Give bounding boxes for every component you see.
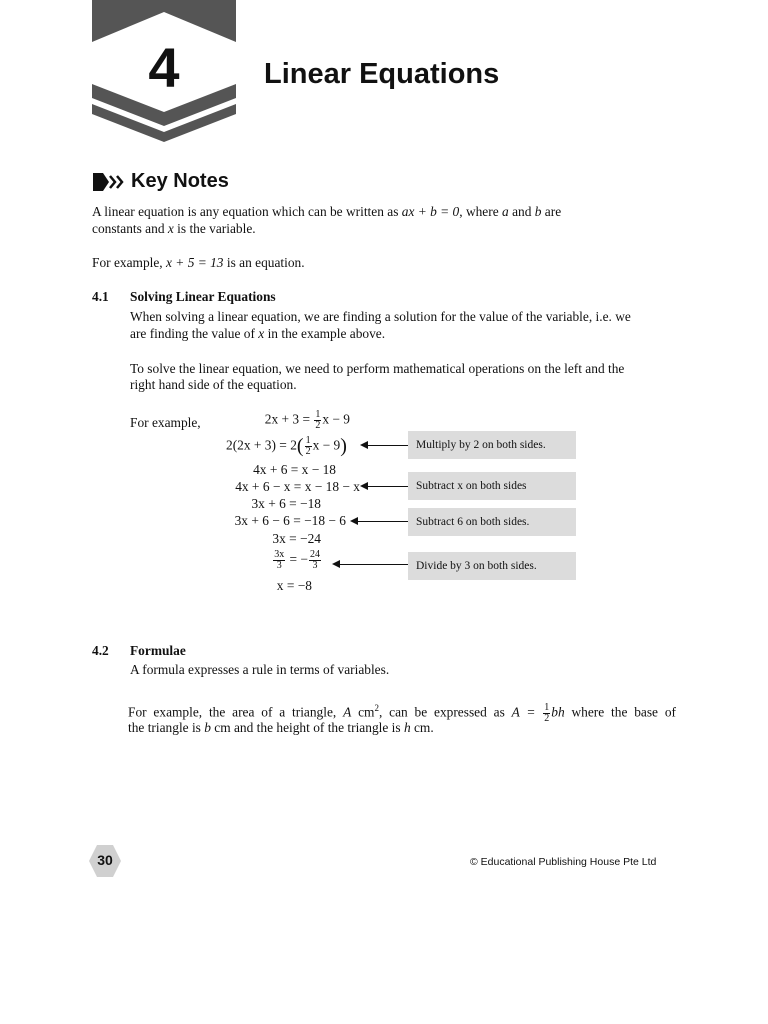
annotation-arrow-2	[362, 486, 408, 487]
equation-step-4: 4x + 6 − x = x − 18 − x	[235, 479, 360, 494]
annotation-box-4: Divide by 3 on both sides.	[408, 552, 576, 580]
equation-step-7: 3x = −24	[272, 531, 321, 546]
equation-step-2: 2(2x + 3) = 2( $\frac{1}{2}$ x − 9)	[226, 435, 347, 457]
copyright-notice: © Educational Publishing House Pte Ltd	[470, 856, 657, 868]
intro-paragraph-line2: constants and x is the variable.	[92, 221, 256, 236]
section-4-1-p1-line1: When solving a linear equation, we are finding a solution for the value of the variable, i.e. we	[130, 309, 631, 324]
annotation-box-1: Multiply by 2 on both sides.	[408, 431, 576, 459]
equation-step-5: 3x + 6 = −18	[251, 496, 321, 511]
example-sentence: For example, x + 5 = 13 is an equation.	[92, 255, 305, 270]
annotation-box-2: Subtract x on both sides	[408, 472, 576, 500]
key-notes-heading: Key Notes	[131, 170, 229, 192]
equation-step-1: 2x + 3 = $\frac{1}{2}$ x − 9	[264, 409, 350, 431]
section-number-4-2: 4.2	[92, 643, 109, 658]
equation-step-9: x = −8	[276, 578, 312, 593]
section-4-2-p2-line2: the triangle is b cm and the height of the triangle is h cm.	[128, 720, 434, 735]
example-label: For example,	[130, 415, 201, 430]
section-4-2-p1: A formula expresses a rule in terms of variables.	[130, 662, 390, 677]
section-4-1-p2-line1: To solve the linear equation, we need to perform mathematical operations on the left and the	[130, 361, 625, 376]
annotation-box-3: Subtract 6 on both sides.	[408, 508, 576, 536]
section-4-2-p2-line1: For example, the area of a triangle, A $cm^2$, can be expressed as A = $\frac{1}{2}$ bh where the base of	[128, 701, 676, 724]
chapter-number: 4	[148, 36, 180, 99]
chapter-title: Linear Equations	[264, 58, 500, 90]
equation-step-3: 4x + 6 = x − 18	[253, 462, 336, 477]
intro-paragraph: A linear equation is any equation which can be written as ax + b = 0, where a and b are	[92, 204, 562, 219]
equation-step-8: $\frac{3x}{3}$ = − $\frac{24}{3}$	[274, 549, 320, 571]
page-number: 30	[97, 852, 113, 868]
section-4-1-p1-line2: are finding the value of x in the example above.	[130, 326, 386, 341]
annotation-arrow-3	[352, 521, 408, 522]
equation-step-6: 3x + 6 − 6 = −18 − 6	[234, 513, 346, 528]
section-4-1-p2-line2: right hand side of the equation.	[130, 377, 297, 392]
section-title-4-1: Solving Linear Equations	[130, 289, 276, 304]
section-number-4-1: 4.1	[92, 289, 109, 304]
annotation-arrow-1	[362, 445, 408, 446]
section-title-4-2: Formulae	[130, 643, 186, 658]
key-notes-arrow-icon	[93, 173, 127, 191]
annotation-arrow-4	[334, 564, 408, 565]
